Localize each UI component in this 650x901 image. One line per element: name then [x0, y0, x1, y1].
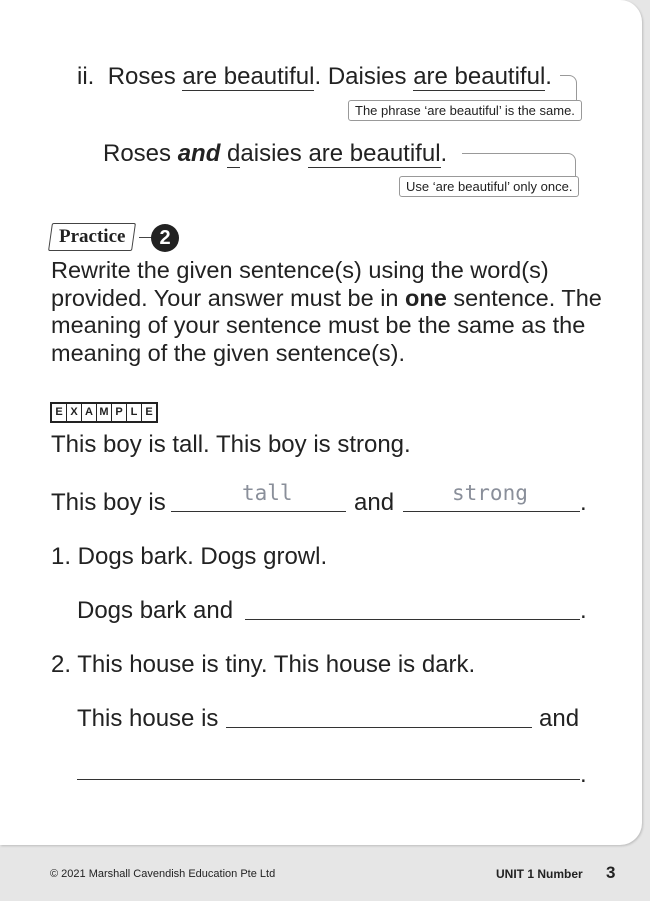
text-segment: aisies: [240, 140, 309, 167]
bold-word: one: [405, 284, 447, 311]
text-segment: .: [545, 63, 552, 90]
question-1-start: Dogs bark and: [77, 597, 234, 624]
page-number: 3: [606, 863, 616, 882]
example-letter: L: [127, 404, 142, 421]
note-same-phrase: The phrase ‘are beautiful’ is the same.: [348, 100, 582, 121]
practice-label: [48, 223, 136, 251]
example-end: .: [580, 489, 587, 516]
connector-line: [560, 75, 577, 100]
emphasis-word: and: [177, 140, 221, 167]
example-blank-1: [171, 511, 346, 512]
practice-label-text: Practice: [59, 226, 126, 247]
example-letter: X: [67, 404, 82, 421]
practice-number-badge: 2: [151, 224, 179, 252]
example-letter: E: [52, 404, 67, 421]
question-2-answer-field-2[interactable]: [77, 779, 580, 780]
question-1-answer-field[interactable]: [245, 619, 580, 620]
example-blank-2: [403, 511, 580, 512]
example-label: [50, 402, 158, 423]
question-2-given: 2. This house is tiny. This house is dark.: [51, 651, 476, 678]
example-answer-2: strong: [452, 481, 528, 505]
text-segment: sentence. The meaning of your sentence must be the same as the meaning of the given sentence(s).: [51, 284, 602, 366]
connector-line: [462, 153, 576, 176]
underlined-letter: d: [227, 140, 241, 167]
text-segment: Roses: [103, 140, 178, 167]
text-segment: Rewrite the given sentence(s) using the word(s) provided. Your answer must be in: [51, 257, 549, 311]
question-1-end: .: [580, 597, 587, 624]
copyright-text: © 2021 Marshall Cavendish Education Pte Ltd: [50, 868, 276, 880]
example-mid: and: [354, 489, 395, 516]
sentence-ii-2: [103, 140, 447, 168]
example-letter: E: [145, 406, 153, 418]
practice-instructions: [51, 257, 611, 367]
question-2-start: This house is: [77, 705, 219, 732]
question-2-answer-field-1[interactable]: [226, 727, 532, 728]
item-label: ii.: [77, 63, 95, 90]
text-segment: . Daisies: [314, 63, 414, 90]
underlined-phrase: are beautiful: [413, 63, 546, 90]
example-letter: M: [97, 404, 112, 421]
note-use-once: Use ‘are beautiful’ only once.: [399, 176, 579, 197]
example-answer-1: tall: [242, 481, 293, 505]
underlined-phrase: are beautiful: [308, 140, 441, 167]
underlined-phrase: are beautiful: [182, 63, 315, 90]
example-given: This boy is tall. This boy is strong.: [51, 431, 411, 458]
question-1-given: 1. Dogs bark. Dogs growl.: [51, 543, 328, 570]
example-letter: A: [82, 404, 97, 421]
text-segment: Roses: [107, 63, 183, 90]
question-2-end: .: [580, 761, 587, 788]
question-2-mid: and: [539, 705, 580, 732]
sentence-ii-1: [77, 63, 552, 91]
unit-label: UNIT 1 Number: [496, 867, 583, 881]
text-segment: .: [440, 140, 448, 167]
example-start: This boy is: [51, 489, 166, 516]
example-letter: P: [112, 404, 127, 421]
